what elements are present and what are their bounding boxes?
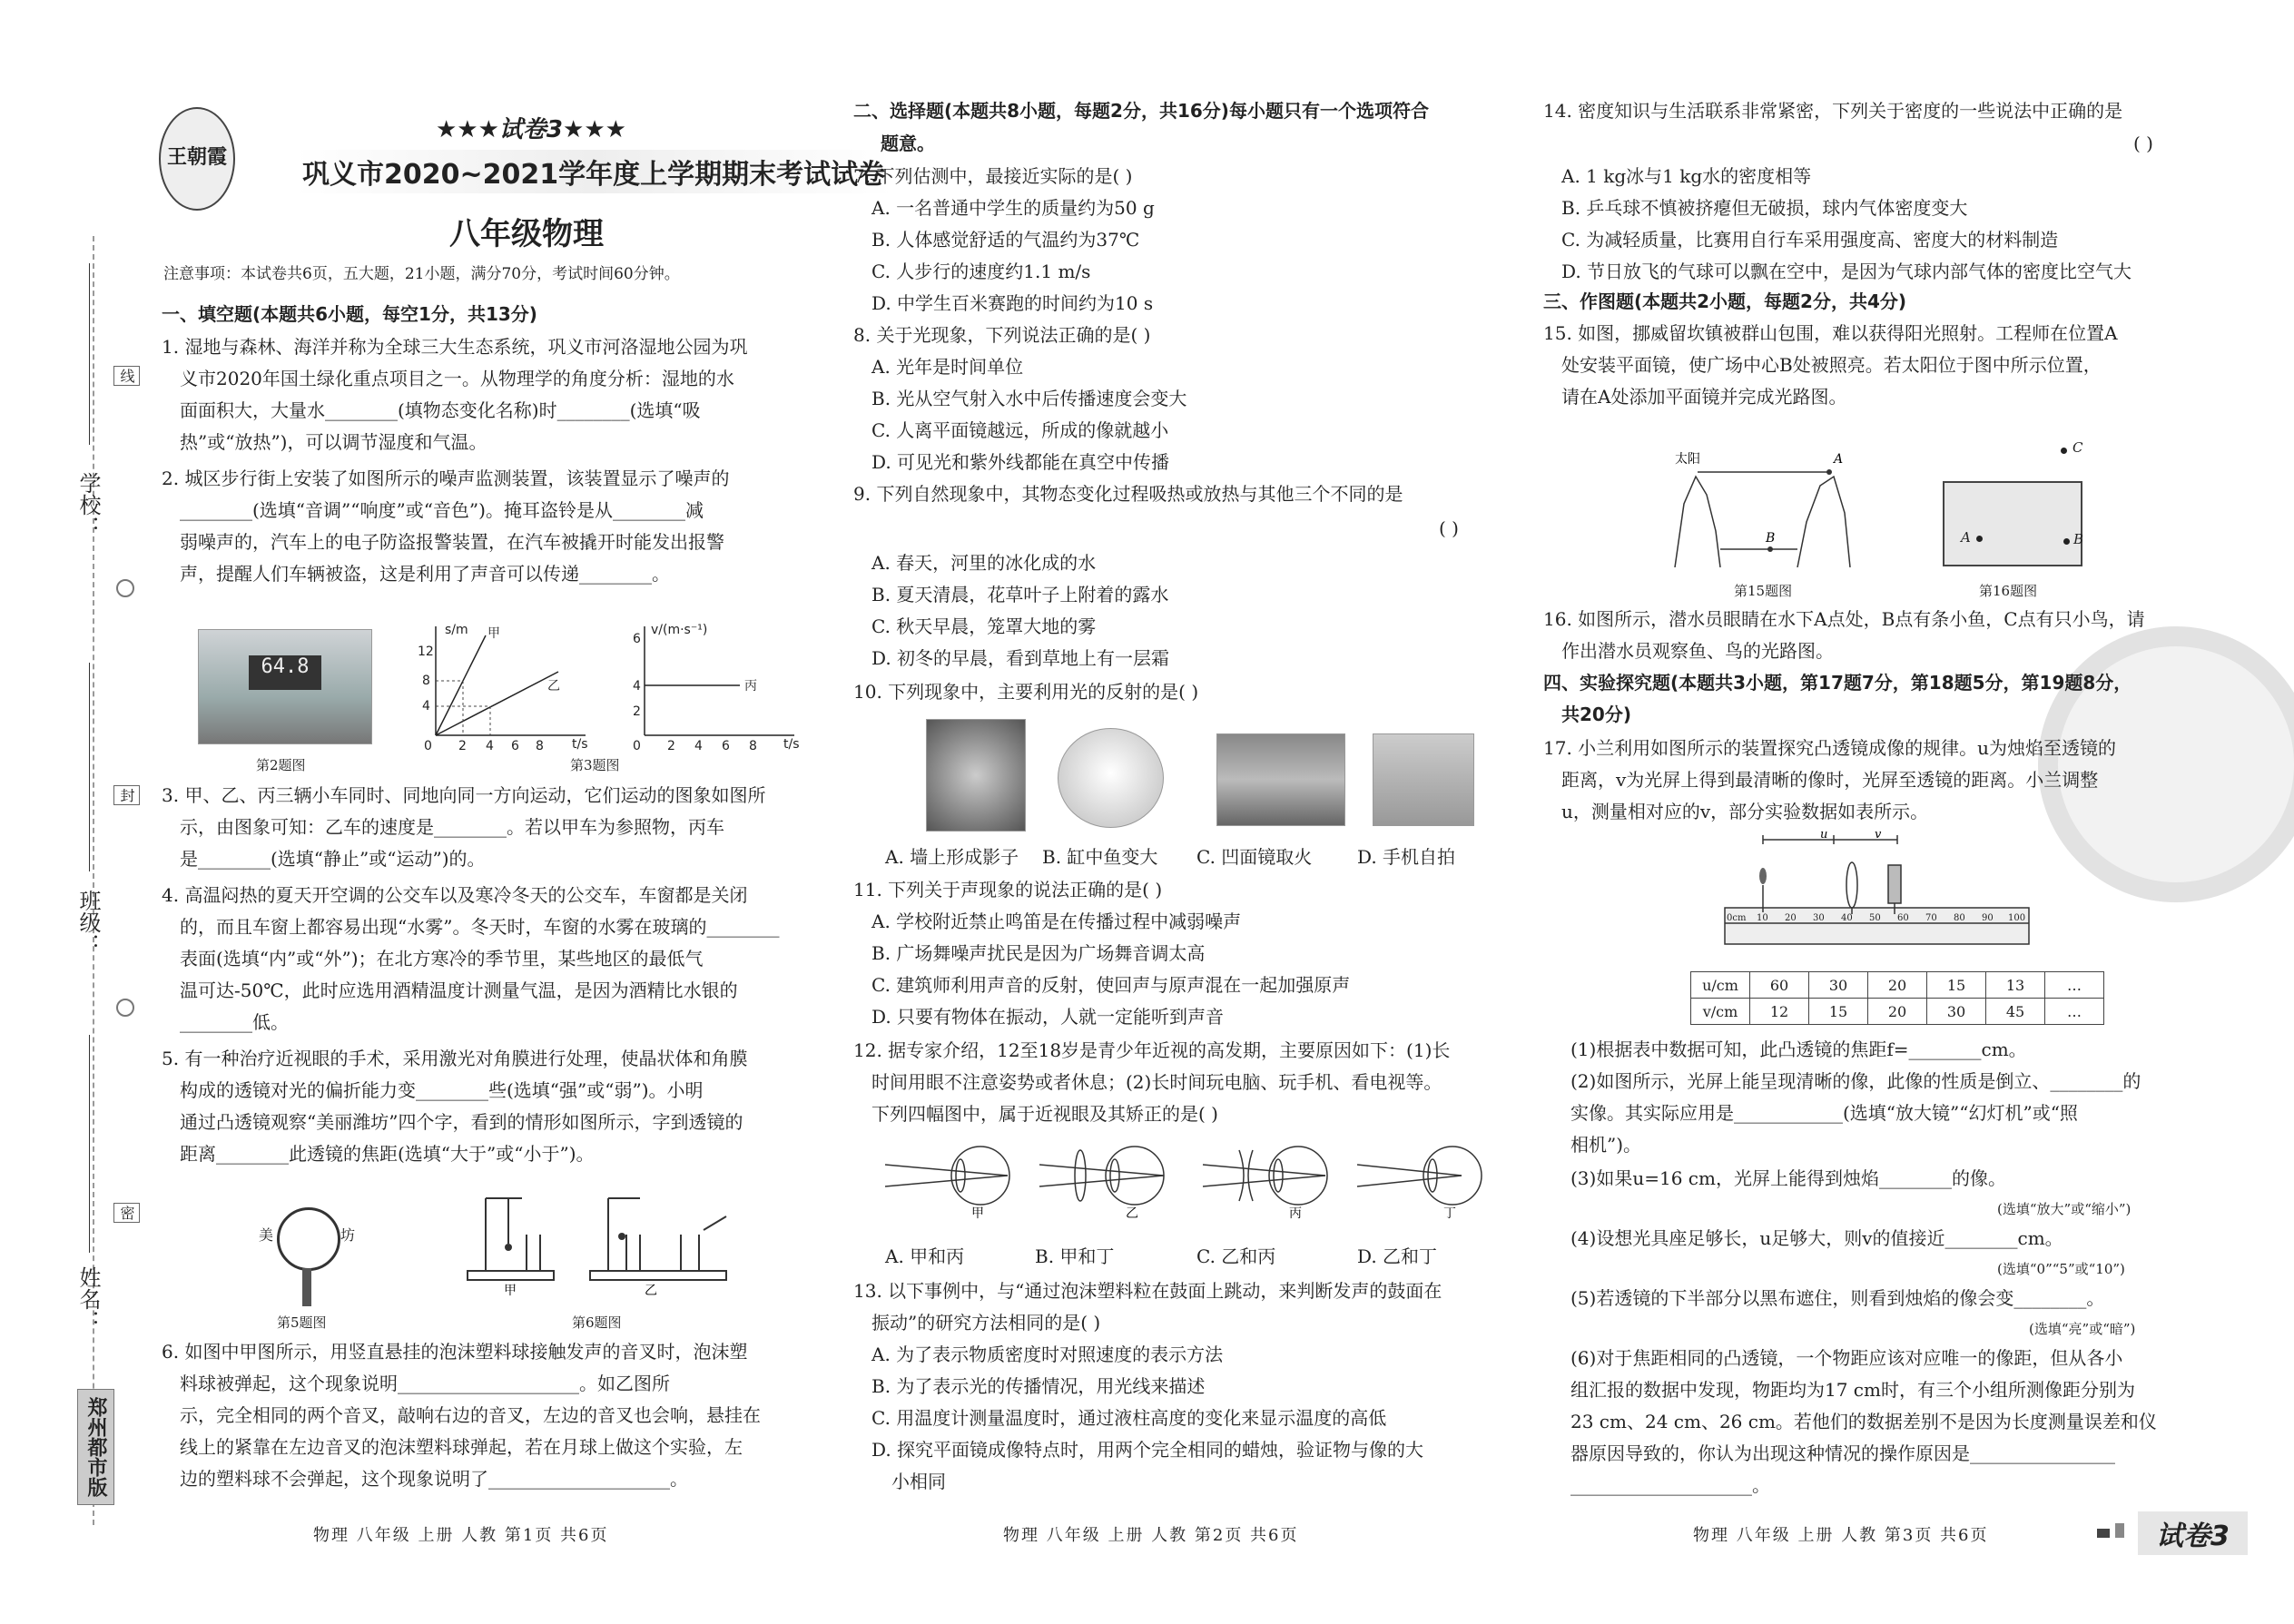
noise-display: 64.8 <box>249 655 321 690</box>
q8-option-c[interactable]: C. 人离平面镜越远，所成的像就越小 <box>871 419 1169 441</box>
q10-shadow-photo <box>926 719 1026 832</box>
q5-line: 通过凸透镜观察“美丽潍坊”四个字，看到的情形如图所示，字到透镜的 <box>180 1111 743 1133</box>
q17-part2: (2)如图所示，光屏上能呈现清晰的像，此像的性质是倒立、________的 <box>1570 1070 2141 1092</box>
q11-option-d[interactable]: D. 只要有物体在振动，人就一定能听到声音 <box>871 1006 1225 1028</box>
q4-line: 的，而且车窗上都容易出现“水雾”。冬天时，车窗的水雾在玻璃的________ <box>180 916 780 938</box>
q8-option-d[interactable]: D. 可见光和紫外线都能在真空中传播 <box>871 451 1170 473</box>
table-row <box>1691 972 2104 999</box>
fig5-caption: 第5题图 <box>277 1314 327 1331</box>
page-footer-2: 物理 八年级 上册 人教 第2页 共6页 <box>1003 1526 1299 1545</box>
q17-stem: 距离，v为光屏上得到最清晰的像时，光屏至透镜的距离。小兰调整 <box>1561 769 2099 791</box>
q8-stem: 8. 关于光现象，下列说法正确的是( ) <box>853 324 1151 346</box>
fig2-caption: 第2题图 <box>256 757 306 773</box>
q17-part4: (4)设想光具座足够长，u足够大，则v的值接近________cm。 <box>1570 1227 2063 1249</box>
tick-label: 10 <box>1757 913 1768 923</box>
q12-fig-c: 丙 <box>1289 1206 1302 1221</box>
fig5-left-char: 美 <box>259 1226 274 1244</box>
q7-option-b[interactable]: B. 人体感觉舒适的气温约为37℃ <box>871 229 1140 251</box>
watermark-seal <box>2038 626 2294 902</box>
q9-option-d[interactable]: D. 初冬的早晨，看到草地上有一层霜 <box>871 647 1170 669</box>
paper-series: ★★★试卷3★★★ <box>436 116 626 143</box>
q4-line: 表面(选填“内”或“外”)；在北方寒冷的季节里，某些地区的最低气 <box>180 948 704 969</box>
exam-title: 巩义市2020~2021学年度上学期期末考试试卷 <box>295 150 892 193</box>
q17-part6: 23 cm、24 cm、26 cm。若他们的数据差别不是因为长度测量误差和仪 <box>1570 1411 2157 1432</box>
table-cell: … <box>2045 999 2104 1025</box>
table-row <box>1691 999 2104 1025</box>
q5-line: 5. 有一种治疗近视眼的手术，采用激光对角膜进行处理，使晶状体和角膜 <box>162 1048 748 1069</box>
fig16-label-a: A <box>1961 529 1971 546</box>
fig16-caption: 第16题图 <box>1979 583 2038 599</box>
svg-text:6: 6 <box>511 739 519 753</box>
tick-label: 0cm <box>1727 913 1747 923</box>
q6-line: 边的塑料球不会弹起，这个现象说明了____________________。 <box>180 1468 688 1490</box>
tick-label: 80 <box>1954 913 1965 923</box>
fig6-label-a: 甲 <box>504 1284 517 1298</box>
section-2-title: 二、选择题(本题共8小题，每题2分，共16分)每小题只有一个选项符合 <box>853 100 1429 122</box>
q12-stem: 时间用眼不注意姿势或者休息；(2)长时间玩电脑、玩手机、看电视等。 <box>871 1071 1442 1093</box>
q14-option-b[interactable]: B. 乒乓球不慎被挤瘪但无破损，球内气体密度变大 <box>1561 197 1968 219</box>
q16-stem: 16. 如图所示，潜水员眼睛在水下A点处，B点有条小鱼，C点有只小鸟，请 <box>1543 608 2145 630</box>
section-4-title: 四、实验探究题(本题共3小题，第17题7分，第18题5分，第19题8分， <box>1543 672 2132 694</box>
fig6-label-b: 乙 <box>645 1284 657 1298</box>
q6-line: 线上的紧靠在左边音叉的泡沫塑料球弹起，若在月球上做这个实验，左 <box>180 1436 743 1458</box>
fig15-B: B <box>1766 531 1776 546</box>
q14-stem: 14. 密度知识与生活联系非常紧密，下列关于密度的一些说法中正确的是 <box>1543 100 2123 122</box>
q2-line: 2. 城区步行街上安装了如图所示的噪声监测装置，该装置显示了噪声的 <box>162 468 730 489</box>
section-3-title: 三、作图题(本题共2小题，每题2分，共4分) <box>1543 290 1907 312</box>
edition-badge: 郑州都市版 <box>77 1389 114 1505</box>
paper-tag: 试卷3 <box>2138 1511 2248 1555</box>
svg-text:12: 12 <box>418 645 434 659</box>
table-cell: … <box>2045 972 2104 999</box>
q17-part1: (1)根据表中数据可知，此凸透镜的焦距f=________cm。 <box>1570 1038 2027 1060</box>
optical-bench <box>1707 831 2043 958</box>
school-label: 学校： <box>75 472 101 537</box>
q12-option-d[interactable]: D. 乙和丁 <box>1357 1245 1438 1267</box>
fig15-sun: 太阳 <box>1675 452 1700 467</box>
q17-part5: (5)若透镜的下半部分以黑布遮住，则看到烛焰的像会变________。 <box>1570 1287 2105 1309</box>
svg-text:8: 8 <box>536 739 544 753</box>
tick-label: 20 <box>1785 913 1797 923</box>
q1-line: 热”或“放热”)，可以调节湿度和气温。 <box>180 431 487 453</box>
noise-monitor-photo <box>198 629 372 744</box>
tick-label: 90 <box>1982 913 1994 923</box>
q8-option-b[interactable]: B. 光从空气射入水中后传播速度会变大 <box>871 388 1187 409</box>
table-cell: 20 <box>1868 972 1927 999</box>
q17-stem: u，测量相对应的v，部分实验数据如表所示。 <box>1561 801 1929 822</box>
q1-line: 面面积大，大量水________(填物态变化名称)时________(选填“吸 <box>180 399 701 421</box>
table-cell: v/cm <box>1691 999 1750 1025</box>
q2-line: 弱噪声的，汽车上的电子防盗报警装置，在汽车被撬开时能发出报警 <box>180 531 724 553</box>
q15-stem: 请在A处添加平面镜并完成光路图。 <box>1561 386 1847 408</box>
q8-option-a[interactable]: A. 光年是时间单位 <box>871 356 1024 378</box>
bench-v-label: v <box>1875 831 1882 842</box>
q17-part6: 组汇报的数据中发现，物距均为17 cm时，有三个小组所测像距分别为 <box>1570 1379 2135 1401</box>
section-1-title: 一、填空题(本题共6小题，每空1分，共13分) <box>162 303 537 325</box>
school-field[interactable] <box>89 263 90 445</box>
q10-selfie-photo <box>1373 733 1474 826</box>
q17-part5-hint: (选填“亮”或“暗”) <box>2029 1321 2136 1337</box>
seal-mark: 封 <box>113 785 140 805</box>
q7-option-c[interactable]: C. 人步行的速度约1.1 m/s <box>871 261 1091 282</box>
q10-fishbowl-photo <box>1058 728 1164 828</box>
q7-option-a[interactable]: A. 一名普通中学生的质量约为50 g <box>871 197 1155 219</box>
fig16-label-c: C <box>2072 439 2083 456</box>
cut-line <box>93 236 95 1525</box>
fig15-A: A <box>1834 452 1844 467</box>
table-cell: 20 <box>1868 999 1927 1025</box>
q13-option-b[interactable]: B. 为了表示光的传播情况，用光线来描述 <box>871 1375 1206 1397</box>
q4-line: ________低。 <box>180 1011 289 1033</box>
graph1-series-a: 甲 <box>487 626 500 641</box>
q5-line: 构成的透镜对光的偏折能力变________些(选填“强”或“弱”)。小明 <box>180 1079 704 1101</box>
q15-stem: 处安装平面镜，使广场中心B处被照亮。若太阳位于图中所示位置， <box>1561 354 2102 376</box>
table-cell: 30 <box>1927 999 1986 1025</box>
fig15-diagram <box>1670 440 1852 567</box>
tick-label: 100 <box>2008 913 2026 923</box>
magnifier-handle <box>302 1268 311 1306</box>
graph1-y-label: s/m <box>445 623 468 637</box>
q3-line: 3. 甲、乙、丙三辆小车同时、同地向同一方向运动，它们运动的图象如图所 <box>162 784 766 806</box>
svg-text:0: 0 <box>424 739 432 753</box>
q1-line: 1. 湿地与森林、海洋并称为全球三大生态系统，巩义市河洛湿地公园为巩 <box>162 336 748 358</box>
name-field[interactable] <box>89 1035 90 1253</box>
fig16-point-b <box>2063 538 2070 545</box>
tick-label: 40 <box>1841 913 1853 923</box>
q13-option-c[interactable]: C. 用温度计测量温度时，通过液柱高度的变化来显示温度的高低 <box>871 1407 1387 1429</box>
q4-line: 温可达-50℃，此时应选用酒精温度计测量气温，是因为酒精比水银的 <box>180 979 738 1001</box>
q17-part3-hint: (选填“放大”或“缩小”) <box>1997 1201 2132 1217</box>
q12-fig-a: 甲 <box>971 1206 984 1221</box>
tag-decoration <box>2097 1529 2110 1538</box>
q17-part3: (3)如果u=16 cm，光屏上能得到烛焰________的像。 <box>1570 1167 2006 1189</box>
q1-line: 义市2020年国土绿化重点项目之一。从物理学的角度分析：湿地的水 <box>180 368 734 389</box>
svg-text:2: 2 <box>633 704 641 719</box>
q15-stem: 15. 如图，挪威留坎镇被群山包围，难以获得阳光照射。工程师在位置A <box>1543 322 2118 344</box>
q12-stem: 12. 据专家介绍，12至18岁是青少年近视的高发期，主要原因如下：(1)长 <box>853 1039 1451 1061</box>
q11-option-c[interactable]: C. 建筑师利用声音的反射，使回声与原声混在一起加强原声 <box>871 974 1351 996</box>
page-footer-3: 物理 八年级 上册 人教 第3页 共6页 <box>1693 1526 1989 1545</box>
class-label: 班级： <box>75 890 101 955</box>
q9-option-c[interactable]: C. 秋天早晨，笼罩大地的雾 <box>871 615 1097 637</box>
table-cell: u/cm <box>1691 972 1750 999</box>
svg-text:4: 4 <box>694 739 703 753</box>
q10-stem: 10. 下列现象中，主要利用光的反射的是( ) <box>853 681 1199 703</box>
class-field[interactable] <box>89 663 90 871</box>
q9-option-a[interactable]: A. 春天，河里的冰化成的水 <box>871 552 1097 574</box>
q12-stem: 下列四幅图中，属于近视眼及其矫正的是( ) <box>871 1103 1218 1125</box>
fig16-label-b: B <box>2073 531 2084 547</box>
punch-hole-1 <box>116 579 134 597</box>
q10-option-c[interactable]: C. 凹面镜取火 <box>1196 846 1313 868</box>
binding-strip <box>54 236 154 1525</box>
tick-label: 50 <box>1869 913 1881 923</box>
graph2-y-label: v/(m·s⁻¹) <box>651 623 708 637</box>
svg-text:8: 8 <box>422 674 430 688</box>
q17-part6: 器原因导致的，你认为出现这种情况的操作原因是________________ <box>1570 1442 2115 1464</box>
q14-option-c[interactable]: C. 为减轻质量，比赛用自行车采用强度高、密度大的材料制造 <box>1561 229 2059 251</box>
q14-answer-paren: ( ) <box>2133 133 2153 154</box>
q7-option-d[interactable]: D. 中学生百米赛跑的时间约为10 s <box>871 292 1154 314</box>
q10-option-a[interactable]: A. 墙上形成影子 <box>885 846 1019 868</box>
q11-option-b[interactable]: B. 广场舞噪声扰民是因为广场舞音调太高 <box>871 942 1206 964</box>
q6-line: 6. 如图中甲图所示，用竖直悬挂的泡沫塑料球接触发声的音叉时，泡沫塑 <box>162 1341 748 1363</box>
q13-option-d-cont: 小相同 <box>891 1471 946 1492</box>
svg-text:4: 4 <box>633 679 641 694</box>
svg-text:0: 0 <box>633 739 641 753</box>
logo-text: 王朝霞 <box>166 145 227 169</box>
q17-stem: 17. 小兰利用如图所示的装置探究凸透镜成像的规律。u为烛焰至透镜的 <box>1543 737 2117 759</box>
q17-part6: (6)对于焦距相同的凸透镜，一个物距应该对应唯一的像距，但从各小 <box>1570 1347 2123 1369</box>
svg-text:2: 2 <box>458 739 467 753</box>
svg-text:4: 4 <box>422 699 430 714</box>
q3-line: 是________(选填“静止”或“运动”)的。 <box>180 848 486 870</box>
q9-answer-paren: ( ) <box>1439 517 1459 539</box>
lens-data-table <box>1690 971 2104 1025</box>
q12-eye-diagrams <box>881 1139 1489 1221</box>
q17-part4-hint: (选填“0”“5”或“10”) <box>1997 1261 2125 1277</box>
table-cell: 60 <box>1750 972 1809 999</box>
fig15-caption: 第15题图 <box>1734 583 1793 599</box>
q12-option-c[interactable]: C. 乙和丙 <box>1196 1245 1276 1267</box>
table-cell: 45 <box>1986 999 2045 1025</box>
fig6-tuning-fork <box>463 1180 735 1298</box>
tag-decoration <box>2115 1523 2124 1538</box>
tick-label: 70 <box>1925 913 1937 923</box>
svg-text:8: 8 <box>749 739 757 753</box>
subject-title: 八年级物理 <box>449 216 604 252</box>
table-cell: 13 <box>1986 972 2045 999</box>
fig5-right-char: 坊 <box>340 1226 356 1244</box>
q12-option-a[interactable]: A. 甲和丙 <box>885 1245 965 1267</box>
fig16-point-c <box>2061 448 2067 454</box>
q16-stem: 作出潜水员观察鱼、鸟的光路图。 <box>1561 640 1834 662</box>
name-label: 姓名： <box>75 1266 101 1332</box>
q4-line: 4. 高温闷热的夏天开空调的公交车以及寒冷冬天的公交车，车窗都是关闭 <box>162 884 748 906</box>
exam-notice: 注意事项：本试卷共6页，五大题，21小题，满分70分，考试时间60分钟。 <box>163 265 680 283</box>
line-mark: 线 <box>113 366 140 386</box>
fig16-point-a <box>1976 536 1983 542</box>
q13-option-d[interactable]: D. 探究平面镜成像特点时，用两个完全相同的蜡烛，验证物与像的大 <box>871 1439 1424 1461</box>
tick-label: 30 <box>1813 913 1825 923</box>
punch-hole-2 <box>116 999 134 1017</box>
q13-stem: 振动”的研究方法相同的是( ) <box>871 1312 1101 1334</box>
graph1-x-label: t/s <box>572 737 588 752</box>
svg-text:6: 6 <box>722 739 730 753</box>
svg-text:4: 4 <box>486 739 494 753</box>
fig3-caption: 第3题图 <box>570 757 620 773</box>
q9-option-b[interactable]: B. 夏天清晨，花草叶子上附着的露水 <box>871 584 1169 605</box>
table-cell: 30 <box>1809 972 1868 999</box>
svg-text:6: 6 <box>633 632 641 646</box>
graph1-series-b: 乙 <box>547 679 560 694</box>
bench-u-label: u <box>1820 831 1828 842</box>
magnifier-lens <box>277 1207 340 1271</box>
q10-concave-mirror-photo <box>1216 733 1345 826</box>
svg-text:2: 2 <box>667 739 675 753</box>
q6-line: 示，完全相同的两个音叉，敲响右边的音叉，左边的音叉也会响，悬挂在 <box>180 1404 761 1426</box>
q13-stem: 13. 以下事例中，与“通过泡沫塑料粒在鼓面上跳动，来判断发声的鼓面在 <box>853 1280 1442 1302</box>
table-cell: 15 <box>1809 999 1868 1025</box>
q17-part2: 实像。其实际应用是____________(选填“放大镜”“幻灯机”或“照 <box>1570 1102 2078 1124</box>
fig3-graphs <box>404 617 803 753</box>
q13-option-a[interactable]: A. 为了表示物质密度时对照速度的表示方法 <box>871 1343 1224 1365</box>
fig6-caption: 第6题图 <box>572 1314 622 1331</box>
q9-stem: 9. 下列自然现象中，其物态变化过程吸热或放热与其他三个不同的是 <box>853 483 1403 505</box>
q17-part2: 相机”)。 <box>1570 1134 1642 1156</box>
q5-line: 距离________此透镜的焦距(选填“大于”或“小于”)。 <box>180 1143 595 1165</box>
fig16-water-tank <box>1943 481 2082 566</box>
q12-fig-d: 丁 <box>1443 1206 1456 1221</box>
graph2-x-label: t/s <box>783 737 800 752</box>
table-cell: 15 <box>1927 972 1986 999</box>
q10-option-b[interactable]: B. 缸中鱼变大 <box>1042 846 1158 868</box>
q6-line: 料球被弹起，这个现象说明____________________。如乙图所 <box>180 1373 670 1394</box>
secret-mark: 密 <box>113 1203 140 1223</box>
table-cell: 12 <box>1750 999 1809 1025</box>
brand-logo <box>159 107 235 211</box>
q7-stem: 7. 下列估测中，最接近实际的是( ) <box>853 165 1133 187</box>
q2-line: 声，提醒人们车辆被盗，这是利用了声音可以传递________。 <box>180 563 670 585</box>
q12-fig-b: 乙 <box>1126 1206 1138 1221</box>
q12-option-b[interactable]: B. 甲和丁 <box>1035 1245 1115 1267</box>
q17-part6: ____________________。 <box>1570 1474 1770 1496</box>
tick-label: 60 <box>1897 913 1909 923</box>
q11-stem: 11. 下列关于声现象的说法正确的是( ) <box>853 879 1163 901</box>
q14-option-a[interactable]: A. 1 kg冰与1 kg水的密度相等 <box>1561 165 1812 187</box>
q10-option-d[interactable]: D. 手机自拍 <box>1357 846 1456 868</box>
q11-option-a[interactable]: A. 学校附近禁止鸣笛是在传播过程中减弱噪声 <box>871 910 1242 932</box>
page-footer-1: 物理 八年级 上册 人教 第1页 共6页 <box>313 1526 609 1545</box>
graph2-series-c: 丙 <box>744 679 757 694</box>
section-4-title-cont: 共20分) <box>1561 704 1631 725</box>
section-2-title-cont: 题意。 <box>881 133 935 154</box>
q2-line: ________(选填“音调”“响度”或“音色”)。掩耳盗铃是从________减 <box>180 499 704 521</box>
q3-line: 示，由图象可知：乙车的速度是________。若以甲车为参照物，丙车 <box>180 816 724 838</box>
q14-option-d[interactable]: D. 节日放飞的气球可以飘在空中，是因为气球内部气体的密度比空气大 <box>1561 261 2132 282</box>
